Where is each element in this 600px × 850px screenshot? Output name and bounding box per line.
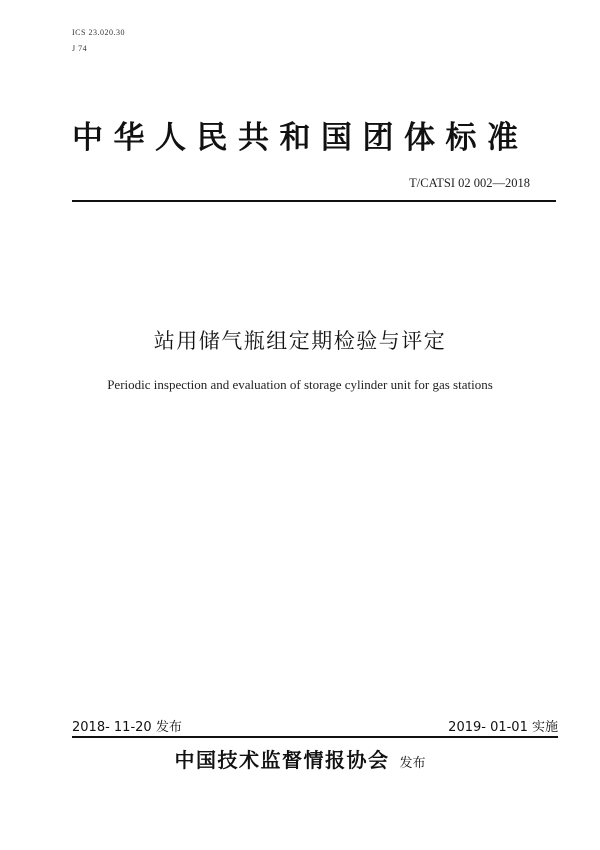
- ccs-code: J 74: [72, 44, 88, 53]
- standard-category-title: 中华人民共和国团体标准: [72, 120, 529, 156]
- issue-date: 2018- 11-20 发布: [72, 720, 182, 735]
- ics-code: ICS 23.020.30: [72, 28, 125, 37]
- bottom-divider: [72, 736, 558, 738]
- publisher-name: 中国技术监督情报协会: [174, 748, 390, 772]
- top-divider: [72, 200, 556, 202]
- document-title-chinese: 站用储气瓶组定期检验与评定: [153, 329, 447, 353]
- document-title-english: Periodic inspection and evaluation of storage cylinder unit for gas stations: [107, 377, 493, 392]
- publisher-line: [0, 744, 600, 773]
- implementation-date: 2019- 01-01 实施: [448, 720, 558, 735]
- publisher-suffix: 发布: [399, 756, 426, 771]
- standard-number: T/CATSI 02 002—2018: [409, 176, 530, 190]
